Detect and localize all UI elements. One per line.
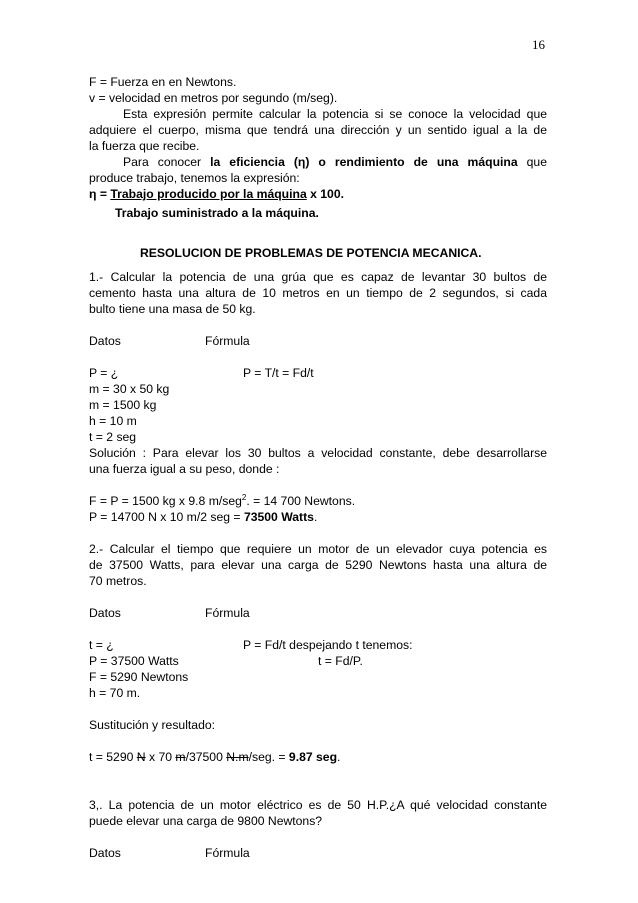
problem2-formula-label: Fórmula	[205, 606, 250, 620]
paragraph-power-line2: adquiere el cuerpo, misma que tendrá una dirección y un sentido igual a la de	[89, 123, 547, 137]
problem2-formula-solved: t = Fd/P.	[318, 654, 363, 668]
formula-times: x 100.	[310, 187, 344, 201]
paragraph-power-line1: Esta expresión permite calcular la potencia si se conoce la velocidad que	[123, 107, 547, 121]
efficiency-formula	[89, 186, 547, 202]
problem2-datos-label: Datos	[89, 606, 121, 620]
problem1-dato-t: t = 2 seg	[89, 430, 137, 444]
problem2-line2: de 37500 Watts, para elevar una carga de 5290 Newtons hasta una altura de	[89, 558, 547, 572]
definition-velocity: v = velocidad en metros por segundo (m/seg).	[89, 91, 338, 105]
eta-symbol: η =	[89, 187, 107, 201]
problem1-datos-label: Datos	[89, 334, 121, 348]
problem2-dato-t: t = ¿	[89, 638, 114, 652]
problem1-dato-m1: m = 30 x 50 kg	[89, 382, 170, 396]
cancelled-unit: m	[175, 750, 186, 764]
problem1-dato-h: h = 10 m	[89, 414, 137, 428]
calc-power-result: 73500 Watts	[243, 510, 314, 524]
problem2-line1: 2.- Calcular el tiempo que requiere un motor de un elevador cuya potencia es	[89, 542, 547, 556]
result-part: /seg. =	[248, 750, 286, 764]
problem2-result	[89, 749, 547, 765]
problem1-dato-p: P = ¿	[89, 366, 119, 380]
efficiency-intro: Para conocer	[123, 155, 202, 169]
problem1-line1: 1.- Calcular la potencia de una grúa que es capaz de levantar 30 bultos de	[89, 270, 547, 284]
problem2-line3: 70 metros.	[89, 574, 147, 588]
problem2-substitution-label: Sustitución y resultado:	[89, 718, 216, 732]
period: .	[337, 750, 341, 764]
formula-numerator: Trabajo producido por la máquina	[110, 187, 307, 201]
period: .	[313, 510, 318, 524]
result-value: 9.87 seg	[288, 750, 338, 764]
problem1-line3: bulto tiene una masa de 50 kg.	[89, 302, 256, 316]
formula-denominator: Trabajo suministrado a la máquina.	[115, 206, 319, 220]
calc-force-text: F = P = 1500 kg x 9.8 m/seg	[89, 494, 242, 508]
problem2-formula: P = Fd/t despejando t tenemos:	[243, 638, 413, 652]
problem1-formula-label: Fórmula	[205, 334, 250, 348]
problem1-calc-force	[89, 493, 547, 509]
problem1-solution-line2: una fuerza igual a su peso, donde :	[89, 462, 280, 476]
problem1-formula: P = T/t = Fd/t	[243, 366, 314, 380]
calc-power-text: P = 14700 N x 10 m/2 seg =	[89, 510, 241, 524]
problem3-datos-label: Datos	[89, 846, 121, 860]
problem1-dato-m2: m = 1500 kg	[89, 398, 157, 412]
efficiency-que: que	[526, 155, 547, 169]
section-title: RESOLUCION DE PROBLEMAS DE POTENCIA MECANICA.	[140, 246, 482, 260]
problem3-line1: 3,. La potencia de un motor eléctrico es de 50 H.P.¿A qué velocidad constante	[89, 798, 547, 812]
problem3-formula-label: Fórmula	[205, 846, 250, 860]
paragraph-efficiency-line2: produce trabajo, tenemos la expresión:	[89, 171, 300, 185]
problem2-dato-p: P = 37500 Watts	[89, 654, 179, 668]
cancelled-unit: N	[136, 750, 146, 764]
problem2-dato-f: F = 5290 Newtons	[89, 670, 189, 684]
cancelled-unit: N.m	[226, 750, 249, 764]
definition-force: F = Fuerza en en Newtons.	[89, 75, 237, 89]
problem1-calc-power	[89, 509, 547, 525]
problem3-line2: puede elevar una carga de 9800 Newtons?	[89, 814, 323, 828]
result-part: t = 5290	[89, 750, 134, 764]
page-number: 16	[532, 37, 545, 52]
paragraph-efficiency-line1	[89, 154, 547, 170]
result-part: /37500	[185, 750, 223, 764]
calc-force-result: . = 14 700 Newtons.	[246, 494, 356, 508]
result-part: x 70	[148, 750, 173, 764]
efficiency-term: la eficiencia (η) o rendimiento de una máquina	[210, 155, 518, 169]
problem1-line2: cemento hasta una altura de 10 metros en un tiempo de 2 segundos, si cada	[89, 286, 547, 300]
paragraph-power-line3: la fuerza que recibe.	[89, 139, 200, 153]
problem2-dato-h: h = 70 m.	[89, 686, 141, 700]
problem1-solution-line1: Solución : Para elevar los 30 bultos a velocidad constante, debe desarrollarse	[89, 446, 547, 460]
exponent: 2	[241, 492, 247, 502]
